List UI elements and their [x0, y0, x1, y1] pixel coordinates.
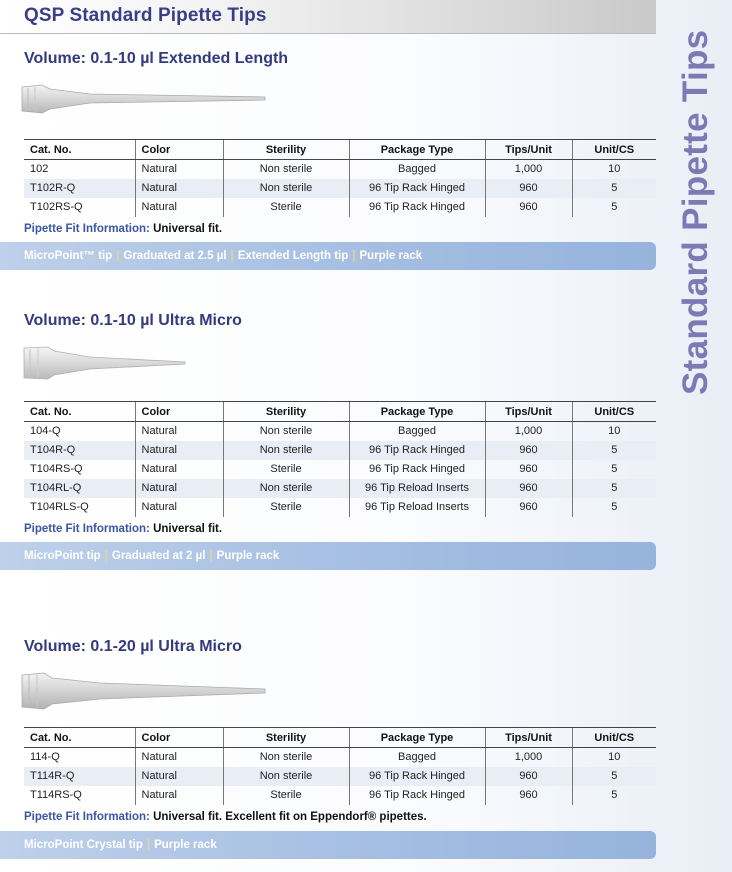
table-cell: Natural	[135, 441, 223, 460]
table-cell: T114RS-Q	[30, 789, 82, 801]
table-cell: 5	[572, 498, 656, 517]
table-cell: T104R-Q	[24, 441, 135, 460]
column-header: Tips/Unit	[485, 728, 572, 748]
separator: |	[146, 839, 151, 851]
table-cell: Natural	[135, 160, 223, 179]
table-cell: 960	[485, 179, 572, 198]
pipette-tip-image	[20, 345, 190, 381]
table-cell: 10	[572, 748, 656, 767]
table-cell: T114R-Q	[24, 767, 135, 786]
table-cell: T102RS-Q	[30, 201, 83, 213]
table-cell: T104RS-Q	[30, 463, 83, 475]
column-header: Color	[135, 728, 223, 748]
table-cell: 96 Tip Reload Inserts	[349, 498, 485, 517]
table-cell: T102R-Q	[24, 179, 135, 198]
table-cell: T104RLS-Q	[30, 501, 89, 513]
table-cell: Non sterile	[223, 767, 349, 786]
table-cell: 96 Tip Rack Hinged	[349, 767, 485, 786]
table-cell: 5	[572, 479, 656, 498]
table-cell: 960	[485, 479, 572, 498]
table-cell: 5	[572, 767, 656, 786]
column-header: Color	[135, 402, 223, 422]
separator: |	[230, 250, 234, 262]
separator: |	[116, 250, 120, 262]
separator: |	[209, 550, 213, 562]
column-header: Tips/Unit	[485, 140, 572, 160]
column-header: Package Type	[349, 402, 485, 422]
header-bar	[0, 0, 656, 34]
column-header: Package Type	[349, 728, 485, 748]
feature-item: Graduated at 2 µl	[111, 550, 206, 562]
table-cell: 5	[572, 460, 656, 479]
table-row	[24, 460, 656, 479]
table-cell: 102	[30, 163, 49, 176]
table-cell: Natural	[135, 179, 223, 198]
column-header: Unit/CS	[572, 140, 656, 160]
column-header: Sterility	[223, 140, 349, 160]
table-cell: 1,000	[485, 748, 572, 767]
feature-item: MicroPoint™ tip	[24, 250, 113, 262]
table-cell: 96 Tip Reload Inserts	[349, 479, 485, 498]
table-row	[24, 786, 656, 805]
table-cell: T104RL-Q	[24, 479, 135, 498]
column-header: Package Type	[349, 140, 485, 160]
table-cell: 5	[572, 179, 656, 198]
fit-value: Universal fit. Excellent fit on Eppendorf® pipettes.	[153, 811, 427, 823]
table-cell: 1,000	[485, 160, 572, 179]
section-title: Volume: 0.1-20 µl Ultra Micro	[24, 638, 242, 655]
table-cell: 10	[572, 160, 656, 179]
feature-item: Purple rack	[154, 839, 217, 851]
column-header: Cat. No.	[24, 402, 135, 422]
side-title: Standard Pipette Tips	[676, 29, 715, 395]
separator: |	[352, 250, 356, 262]
table-cell: 96 Tip Rack Hinged	[349, 179, 485, 198]
table-cell: 1,000	[485, 422, 572, 441]
column-header: Cat. No.	[24, 140, 135, 160]
table-header-row	[24, 140, 656, 160]
table-cell: 960	[485, 767, 572, 786]
column-header: Sterility	[223, 402, 349, 422]
feature-bar	[0, 242, 656, 270]
table-cell: 960	[485, 441, 572, 460]
table-row	[24, 748, 656, 767]
table-cell: 96 Tip Rack Hinged	[349, 460, 485, 479]
feature-item: Purple rack	[216, 550, 280, 562]
table-cell: 10	[572, 422, 656, 441]
feature-item: Graduated at 2.5 µl	[123, 250, 227, 262]
table-cell: 960	[485, 786, 572, 805]
table-row	[24, 160, 656, 179]
table-cell: Bagged	[349, 748, 485, 767]
table-cell: 114-Q	[30, 751, 60, 764]
table-cell: 960	[485, 498, 572, 517]
column-header: Cat. No.	[24, 728, 135, 748]
feature-bar	[0, 831, 656, 859]
section-title: Volume: 0.1-10 µl Extended Length	[24, 50, 289, 67]
table-cell: Natural	[135, 786, 223, 805]
table-row	[24, 179, 656, 198]
table-cell: Non sterile	[223, 179, 349, 198]
feature-item: MicroPoint tip	[24, 550, 101, 562]
fit-value: Universal fit.	[153, 223, 223, 235]
pipette-tip-image	[20, 672, 270, 710]
column-header: Color	[135, 140, 223, 160]
column-header: Sterility	[223, 728, 349, 748]
column-header: Tips/Unit	[485, 402, 572, 422]
fit-label: Pipette Fit Information:	[24, 223, 150, 235]
feature-item: MicroPoint Crystal tip	[24, 839, 143, 851]
pipette-fit-info	[24, 223, 222, 235]
table-cell: Natural	[135, 748, 223, 767]
table-cell: 96 Tip Rack Hinged	[349, 198, 485, 217]
table-header-row	[24, 402, 656, 422]
fit-label: Pipette Fit Information:	[24, 811, 150, 823]
section-title: Volume: 0.1-10 µl Ultra Micro	[24, 312, 242, 329]
pipette-tip-image	[20, 84, 270, 114]
table-row	[24, 498, 656, 517]
page-title: QSP Standard Pipette Tips	[24, 5, 267, 26]
spec-table	[24, 727, 656, 805]
table-cell: 960	[485, 198, 572, 217]
table-cell: Non sterile	[223, 479, 349, 498]
table-cell: Sterile	[223, 460, 349, 479]
table-row	[24, 422, 656, 441]
pipette-fit-info	[24, 811, 427, 823]
table-row	[24, 767, 656, 786]
table-cell: Sterile	[223, 786, 349, 805]
fit-label: Pipette Fit Information:	[24, 523, 150, 535]
table-header-row	[24, 728, 656, 748]
column-header: Unit/CS	[572, 728, 656, 748]
table-row	[24, 479, 656, 498]
table-cell: 104-Q	[30, 425, 61, 438]
table-cell: Natural	[135, 460, 223, 479]
table-cell: Natural	[135, 198, 223, 217]
table-cell: Bagged	[349, 160, 485, 179]
column-header: Unit/CS	[572, 402, 656, 422]
table-cell: 5	[572, 441, 656, 460]
feature-bar	[0, 542, 656, 570]
table-row	[24, 441, 656, 460]
separator: |	[104, 550, 108, 562]
feature-item: Purple rack	[359, 250, 423, 262]
table-cell: Natural	[135, 479, 223, 498]
table-cell: Bagged	[349, 422, 485, 441]
table-row	[24, 198, 656, 217]
table-cell: 96 Tip Rack Hinged	[349, 441, 485, 460]
table-cell: Non sterile	[223, 160, 349, 179]
fit-value: Universal fit.	[153, 523, 223, 535]
table-cell: Non sterile	[223, 422, 349, 441]
table-cell: Sterile	[223, 198, 349, 217]
spec-table	[24, 139, 656, 217]
table-cell: 5	[572, 786, 656, 805]
table-cell: Sterile	[223, 498, 349, 517]
feature-item: Extended Length tip	[237, 250, 349, 262]
table-cell: Natural	[135, 422, 223, 441]
table-cell: 5	[572, 198, 656, 217]
table-cell: 960	[485, 460, 572, 479]
spec-table	[24, 401, 656, 517]
table-cell: Non sterile	[223, 441, 349, 460]
table-cell: 96 Tip Rack Hinged	[349, 786, 485, 805]
table-cell: Natural	[135, 498, 223, 517]
table-cell: Non sterile	[223, 748, 349, 767]
table-cell: Natural	[135, 767, 223, 786]
pipette-fit-info	[24, 523, 222, 535]
